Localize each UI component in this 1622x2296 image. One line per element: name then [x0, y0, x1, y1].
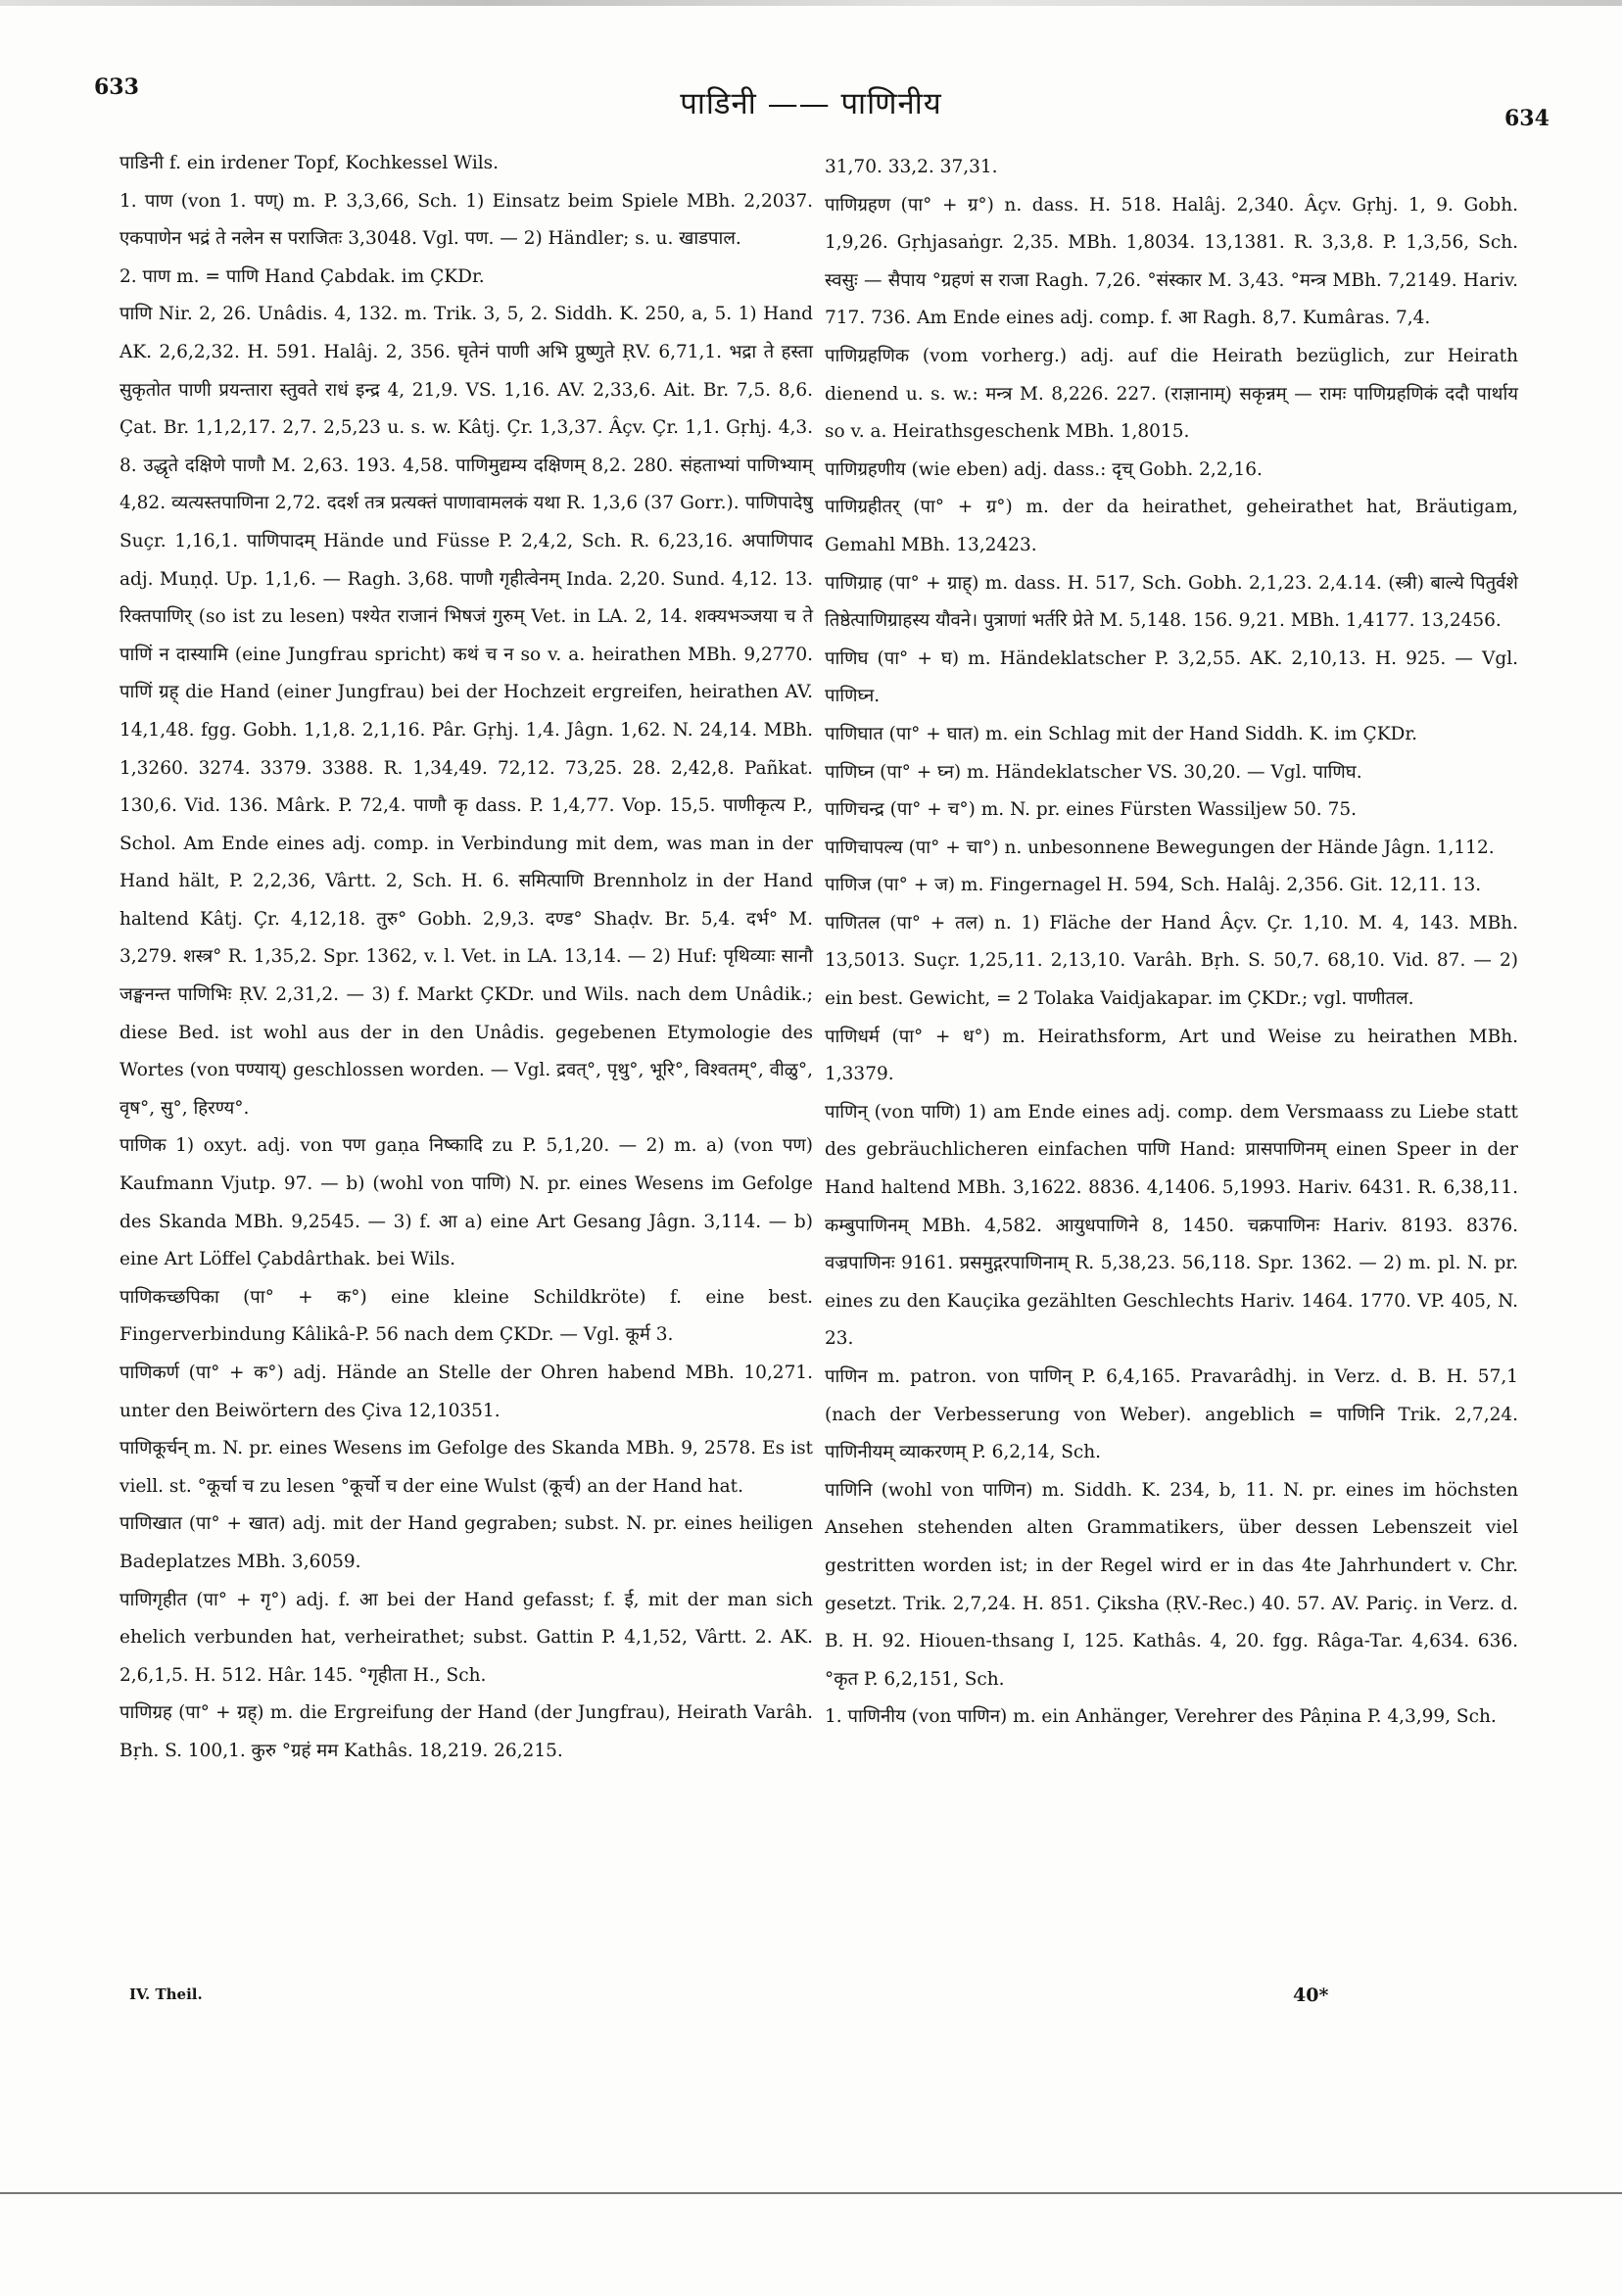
- page-number-right: 634: [1504, 106, 1550, 131]
- dictionary-entry: 2. पाण m. = पाणि Hand Çabdak. im ÇKDr.: [119, 265, 485, 287]
- volume-sigil: IV. Theil.: [129, 1985, 203, 2003]
- dictionary-entry: पाणिघात (पा° + घात) m. ein Schlag mit der Hand Siddh. K. im ÇKDr.: [825, 723, 1418, 744]
- dictionary-entry: पाणिकर्ण (पा° + क°) adj. Hände an Stelle der Ohren habend MBh. 10,271. unter den Beiwörtern des Çiva 12,10351.: [119, 1363, 813, 1421]
- left-column: [119, 145, 813, 1771]
- dictionary-entry: पाणिन m. patron. von पाणिन् P. 6,4,165. Pravarâdhj. in Verz. d. B. H. 57,1 (nach der Verbesserung von Weber). angeblich = पाणिनि Trik. 2,7,24. पाणिनीयम् व्याकरणम् P. 6,2,14, Sch.: [825, 1366, 1518, 1463]
- dictionary-entry: पाणिक 1) oxyt. adj. von पण gaṇa निष्कादि zu P. 5,1,20. — 2) m. a) (von पण) Kaufmann Vjutp. 97. — b) (wohl von पाणि) N. pr. eines Wesens im Gefolge des Skanda MBh. 9,2545. — 3) f. आ a) eine Art Gesang Jâgn. 3,114. — b) eine Art Löffel Çabdârthak. bei Wils.: [119, 1135, 813, 1270]
- dictionary-entry: पाणिचन्द्र (पा° + च°) m. N. pr. eines Fürsten Wassiljew 50. 75.: [825, 799, 1357, 821]
- running-head: पाडिनी —— पाणिनीय: [680, 86, 942, 121]
- dictionary-entry: पाडिनी f. ein irdener Topf, Kochkessel Wils.: [119, 153, 500, 173]
- dictionary-entry: पाणिनि (wohl von पाणिन) m. Siddh. K. 234, b, 11. N. pr. eines im höchsten Ansehen stehenden alten Grammatikers, über dessen Lebenszeit viel gestritten worden ist; in der Regel wird er in das 4te Jahrhundert v. Chr. gesetzt. Trik. 2,7,24. H. 851. Çiksha (ṚV.-Rec.) 40. 57. AV. Pariç. in Verz. d. B. H. 92. Hiouen-thsang I, 125. Kathâs. 4, 20. fgg. Râga-Tar. 4,634. 636. °कृत P. 6,2,151, Sch.: [825, 1479, 1518, 1690]
- dictionary-entry: पाणितल (पा° + तल) n. 1) Fläche der Hand Âçv. Çr. 1,10. M. 4, 143. MBh. 13,5013. Suçr. 1,25,11. 2,13,10. Varâh. Bṛh. S. 50,7. 68,10. Vid. 87. — 2) ein best. Gewicht, = 2 Tolaka Vaidjakapar. im ÇKDr.; vgl. पाणीतल.: [825, 912, 1518, 1010]
- dictionary-entry: पाणिग्राह (पा° + ग्राह्) m. dass. H. 517, Sch. Gobh. 2,1,23. 2,4.14. (स्त्री) बाल्ये पितुर्वशे तिष्ठेत्पाणिग्राहस्य यौवने। पुत्राणां भर्तरि प्रेते M. 5,148. 156. 9,21. MBh. 1,4177. 13,2456.: [825, 572, 1518, 632]
- dictionary-entry: पाणिखात (पा° + खात) adj. mit der Hand gegraben; subst. N. pr. eines heiligen Badeplatzes MBh. 3,6059.: [119, 1513, 813, 1572]
- dictionary-entry: पाणिकूर्चन् m. N. pr. eines Wesens im Gefolge des Skanda MBh. 9, 2578. Es ist viell. st. °कूर्चा च zu lesen °कूर्चो च der eine Wulst (कूर्च) an der Hand hat.: [119, 1438, 813, 1497]
- dictionary-entry: 1. पाण (von 1. पण्) m. P. 3,3,66, Sch. 1) Einsatz beim Spiele MBh. 2,2037. एकपाणेन भद्रं ते नलेन स पराजितः 3,3048. Vgl. पण. — 2) Händler; s. u. खाडपाल.: [119, 190, 813, 250]
- dictionary-entry: पाणिग्रहणीय (wie eben) adj. dass.: दृच् Gobh. 2,2,16.: [825, 458, 1263, 480]
- dictionary-entry: पाणिग्रह (पा° + ग्रह्) m. die Ergreifung der Hand (der Jungfrau), Heirath Varâh. Bṛh. S. 100,1. कुरु °ग्रहं मम Kathâs. 18,219. 26,215.: [119, 1702, 813, 1761]
- dictionary-entry: पाणिगृहीत (पा° + गृ°) adj. f. आ bei der Hand gefasst; f. ई, mit der man sich ehelich verbunden hat, verheirathet; subst. Gattin P. 4,1,52, Vârtt. 2. AK. 2,6,1,5. H. 512. Hâr. 145. °गृहीता H., Sch.: [119, 1589, 813, 1686]
- dictionary-entry: पाणिग्रहण (पा° + ग्र°) n. dass. H. 518. Halâj. 2,340. Âçv. Gṛhj. 1, 9. Gobh. 1,9,26. Gṛhjasaṅgr. 2,35. MBh. 1,8034. 13,1381. R. 3,3,8. P. 1,3,56, Sch. स्वसुः — सैपाय °ग्रहणं स राजा Ragh. 7,26. °संस्कार M. 3,43. °मन्त्र MBh. 7,2149. Hariv. 717. 736. Am Ende eines adj. comp. f. आ Ragh. 8,7. Kumâras. 7,4.: [825, 194, 1518, 329]
- dictionary-entry: पाणिघ्न (पा° + घ्न) m. Händeklatscher VS. 30,20. — Vgl. पाणिघ.: [825, 761, 1362, 783]
- dictionary-entry: पाणिघ (पा° + घ) m. Händeklatscher P. 3,2,55. AK. 2,10,13. H. 925. — Vgl. पाणिघ्न.: [825, 647, 1518, 707]
- dictionary-entry: पाणिचापल्य (पा° + चा°) n. unbesonnene Bewegungen der Hände Jâgn. 1,112.: [825, 837, 1495, 858]
- dictionary-entry: 1. पाणिनीय (von पाणिन) m. ein Anhänger, Verehrer des Pâṇina P. 4,3,99, Sch.: [825, 1706, 1497, 1728]
- dictionary-entry: पाणिग्रहीतर् (पा° + ग्र°) m. der da heirathet, geheirathet hat, Bräutigam, Gemahl MBh. 13,2423.: [825, 497, 1518, 555]
- right-column: [825, 149, 1518, 1737]
- dictionary-entry: पाणि Nir. 2, 26. Unâdis. 4, 132. m. Trik. 3, 5, 2. Siddh. K. 250, a, 5. 1) Hand AK. 2,6,2,32. H. 591. Halâj. 2, 356. घृतेनं पाणी अभि प्रुष्णुते ṚV. 6,71,1. भद्रा ते हस्ता सुकृतोत पाणी प्रयन्तारा स्तुवते राधं इन्द्र 4, 21,9. VS. 1,16. AV. 2,33,6. Ait. Br. 7,5. 8,6. Çat. Br. 1,1,2,17. 2,7. 2,5,23 u. s. w. Kâtj. Çr. 1,3,37. Âçv. Çr. 1,1. Gṛhj. 4,3. 8. उद्धृते दक्षिणे पाणौ M. 2,63. 193. 4,58. पाणिमुद्यम्य दक्षिणम् 8,2. 280. संहताभ्यां पाणिभ्याम् 4,82. व्यत्यस्तपाणिना 2,72. ददर्श तत्र प्रत्यक्तं पाणावामलकं यथा R. 1,3,6 (37 Gorr.). पाणिपादेषु Suçr. 1,16,1. पाणिपादम् Hände und Füsse P. 2,4,2, Sch. R. 6,23,16. अपाणिपाद adj. Muṇḍ. Up. 1,1,6. — Ragh. 3,68. पाणौ गृहीत्वेनम् Inda. 2,20. Sund. 4,12. 13. रिक्तपाणिर् (so ist zu lesen) पश्येत राजानं भिषजं गुरुम् Vet. in LA. 2, 14. शक्यभञ्जया च ते पाणिं न दास्यामि (eine Jungfrau spricht) कथं च न so v. a. heirathen MBh. 9,2770. पाणिं ग्रह् die Hand (einer Jungfrau) bei der Hochzeit ergreifen, heirathen AV. 14,1,48. fgg. Gobh. 1,1,8. 2,1,16. Pâr. Gṛhj. 1,4. Jâgn. 1,62. N. 24,14. MBh. 1,3260. 3274. 3379. 3388. R. 1,34,49. 72,12. 73,25. 28. 2,42,8. Pañkat. 130,6. Vid. 136. Mârk. P. 72,4. पाणौ कृ dass. P. 1,4,77. Vop. 15,5. पाणीकृत्य P., Schol. Am Ende eines adj. comp. in Verbindung mit dem, was man in der Hand hält, P. 2,2,36, Vârtt. 2, Sch. H. 6. समित्पाणि Brennholz in der Hand haltend Kâtj. Çr. 4,12,18. तुरु° Gobh. 2,9,3. दण्ड° Shaḍv. Br. 5,4. दर्भ° M. 3,279. शस्त्र° R. 1,35,2. Spr. 1362, v. l. Vet. in LA. 13,14. — 2) Huf: पृथिव्याः सानौ जङ्घनन्त पाणिभिः ṚV. 2,31,2. — 3) f. Markt ÇKDr. und Wils. nach dem Unâdik.; diese Bed. ist wohl aus der in den Unâdis. gegebenen Etymologie des Wortes (von पण्याय्) geschlossen worden. — Vgl. द्रवत्°, पृथु°, भूरि°, विश्वतम्°, वीळु°, वृष°, सु°, हिरण्य°.: [119, 304, 813, 1119]
- bottom-rule: [0, 2192, 1622, 2194]
- dictionary-entry: पाणिग्रहणिक (vom vorherg.) adj. auf die Heirath bezüglich, zur Heirath dienend u. s. w.: मन्त्र M. 8,226. 227. (राज्ञानाम्) सकृन्नम् — रामः पाणिग्रहणिकं ददौ पार्थाय so v. a. Heirathsgeschenk MBh. 1,8015.: [825, 345, 1518, 443]
- dictionary-entry: पाणिन् (von पाणि) 1) am Ende eines adj. comp. dem Versmaass zu Liebe statt des gebräuchlicheren einfachen पाणि Hand: प्रासपाणिनम् einen Speer in der Hand haltend MBh. 3,1622. 8836. 4,1406. 5,1993. Hariv. 6431. R. 6,38,11. कम्बुपाणिनम् MBh. 4,582. आयुधपाणिने 8, 1450. चक्रपाणिनः Hariv. 8193. 8376. वज्रपाणिनः 9161. प्रसमुद्गरपाणिनाम् R. 5,38,23. 56,118. Spr. 1362. — 2) m. pl. N. pr. eines zu den Kauçika gezählten Geschlechts Hariv. 1464. 1770. VP. 405, N. 23.: [825, 1101, 1518, 1350]
- dictionary-entry: 31,70. 33,2. 37,31.: [825, 157, 998, 177]
- dictionary-entry: पाणिकच्छपिका (पा° + क°) eine kleine Schildkröte) f. eine best. Fingerverbindung Kâlikâ-P. 56 nach dem ÇKDr. — Vgl. कूर्म 3.: [119, 1286, 813, 1346]
- dictionary-entry: पाणिज (पा° + ज) m. Fingernagel H. 594, Sch. Halâj. 2,356. Git. 12,11. 13.: [825, 875, 1482, 896]
- page-number-left: 633: [94, 74, 139, 100]
- sheet-number: 40*: [1293, 1985, 1329, 2006]
- scan-edge: [0, 0, 1622, 6]
- dictionary-entry: पाणिधर्म (पा° + ध°) m. Heirathsform, Art und Weise zu heirathen MBh. 1,3379.: [825, 1026, 1518, 1085]
